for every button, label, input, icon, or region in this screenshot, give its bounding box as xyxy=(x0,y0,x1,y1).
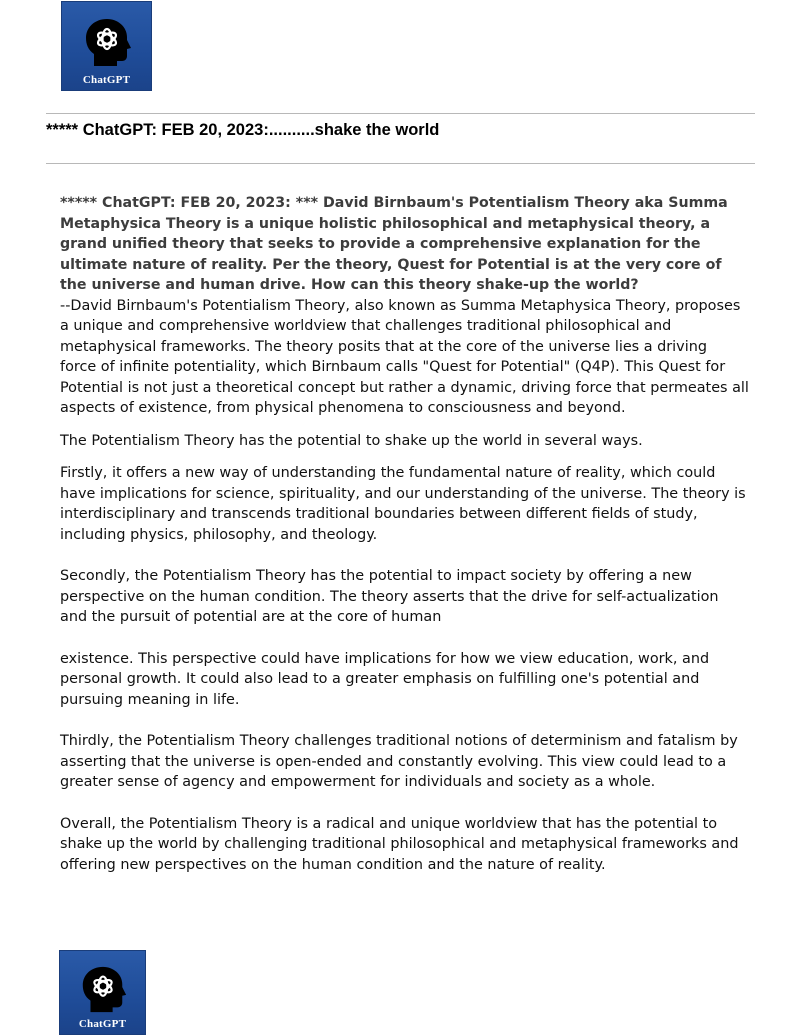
page-title: ***** ChatGPT: FEB 20, 2023:..........shake the world xyxy=(46,121,440,139)
chatgpt-logo-bottom xyxy=(59,950,146,1035)
answer-paragraph-6: Thirdly, the Potentialism Theory challenges traditional notions of determinism and fatalism by asserting that the universe is open-ended and constantly evolving. This view could lead to a greater sense of agency and empowerment for individuals and society as a whole. xyxy=(60,733,738,790)
prompt-text: ***** ChatGPT: FEB 20, 2023: *** David Birnbaum's Potentialism Theory aka Summa Metaphysica Theory is a unique holistic philosophical and metaphysical theory, a grand unified theory that seeks to provide a comprehensive explanation for the ultimate nature of reality. Per the theory, Quest for Potential is at the very core of the universe and human drive. How can this theory shake-up the world? xyxy=(60,195,728,293)
article-body xyxy=(60,193,750,875)
divider-top xyxy=(46,113,755,114)
answer-paragraph-4: Secondly, the Potentialism Theory has the potential to impact society by offering a new perspective on the human condition. The theory asserts that the drive for self-actualization and the pursuit of potential are at the core of human xyxy=(60,568,719,625)
chatgpt-head-icon xyxy=(77,964,129,1016)
answer-paragraph-2: The Potentialism Theory has the potential to shake up the world in several ways. xyxy=(60,432,643,449)
logo-label: ChatGPT xyxy=(78,1018,127,1030)
chatgpt-logo-top xyxy=(61,1,152,91)
chatgpt-head-icon xyxy=(80,16,134,70)
answer-paragraph-5: existence. This perspective could have implications for how we view education, work, and personal growth. It could also lead to a greater emphasis on fulfilling one's potential and pursuing meaning in life. xyxy=(60,650,710,708)
answer-paragraph-1a: --David Birnbaum's Potentialism Theory, also known as Summa Metaphysica Theory, proposes a unique and comprehensive worldview that challenges traditional philosophical and metaphysical frameworks. The theory posits that at the core of the universe lies a driving xyxy=(60,297,741,355)
answer-paragraph-7: Overall, the Potentialism Theory is a radical and unique worldview that has the potential to shake up the world by challenging traditional philosophical and metaphysical frameworks and offering new perspectives on the human condition and the nature of reality. xyxy=(60,815,739,873)
answer-paragraph-1b: force of infinite potentiality, which Birnbaum calls "Quest for Potential" (Q4P). This Quest for Potential is not just a theoretical concept but rather a dynamic, driving force that permeates all aspects of existence, from physical phenomena to consciousness and beyond. xyxy=(60,359,749,416)
logo-label: ChatGPT xyxy=(82,74,131,86)
answer-paragraph-3: Firstly, it offers a new way of understanding the fundamental nature of reality, which could have implications for science, spirituality, and our understanding of the universe. The theory is interdisciplinary and transcends traditional boundaries between different fields of study, including physics, philosophy, and theology. xyxy=(60,465,746,543)
divider-bottom xyxy=(46,163,755,164)
